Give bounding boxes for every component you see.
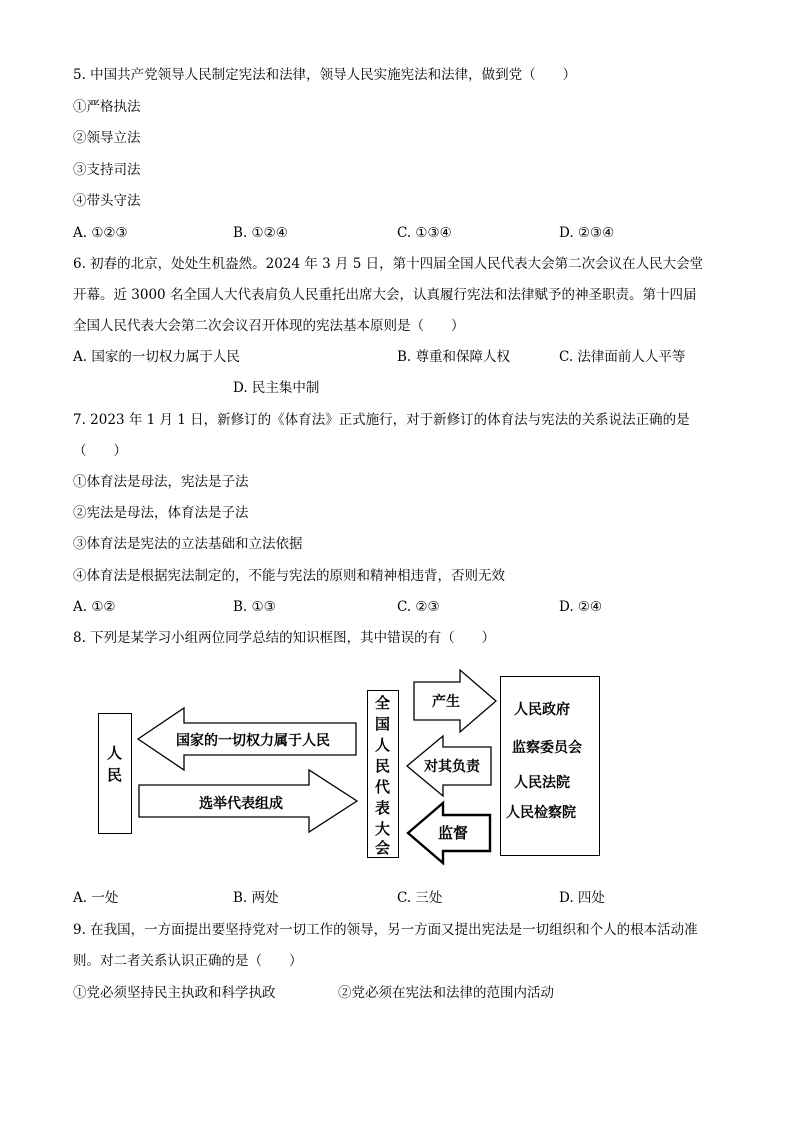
org-supervisory-commission: 监察委员会 [512, 740, 582, 756]
arrow-produce-label: 产生 [432, 694, 460, 710]
q5-option-a: A. ①②③ [73, 225, 128, 241]
npc-char-8: 会 [375, 839, 391, 857]
npc-char-5: 代 [375, 778, 391, 796]
q7-item-1: ①体育法是母法，宪法是子法 [73, 474, 249, 490]
npc-char-1: 全 [375, 694, 391, 712]
q7-option-a: A. ①② [73, 599, 116, 615]
npc-char-7: 大 [375, 820, 391, 838]
q6-option-a: A. 国家的一切权力属于人民 [73, 349, 240, 365]
q8-option-c: C. 三处 [397, 890, 443, 906]
arrow-responsible-label: 对其负责 [424, 759, 480, 775]
q8-option-a: A. 一处 [73, 890, 119, 906]
q6-stem-line-1: 6. 初春的北京，处处生机盎然。2024 年 3 月 5 日，第十四届全国人民代表大会第二次会议在人民大会堂 [73, 256, 704, 272]
npc-char-4: 民 [375, 757, 391, 775]
q9-item-2: ②党必须在宪法和法律的范围内活动 [338, 985, 554, 1001]
q7-stem-line-2: （ ） [73, 443, 127, 459]
npc-box [367, 690, 399, 858]
q7-option-d: D. ②④ [559, 599, 603, 615]
q7-item-3: ③体育法是宪法的立法基础和立法依据 [73, 536, 303, 552]
arrow-elect-label: 选举代表组成 [199, 796, 283, 812]
q6-option-c: C. 法律面前人人平等 [559, 349, 686, 365]
arrow-power-label: 国家的一切权力属于人民 [176, 733, 330, 749]
q6-stem-line-3: 全国人民代表大会第二次会议召开体现的宪法基本原则是（ ） [73, 318, 465, 334]
q5-item-2: ②领导立法 [73, 130, 141, 146]
q5-item-1: ①严格执法 [73, 99, 141, 115]
q6-stem-line-2: 开幕。近 3000 名全国人大代表肩负人民重托出席大会，认真履行宪法和法律赋予的神圣职责。第十四届 [73, 287, 697, 303]
q5-option-c: C. ①③④ [397, 225, 452, 241]
org-government: 人民政府 [514, 702, 570, 718]
q7-stem-line-1: 7. 2023 年 1 月 1 日，新修订的《体育法》正式施行，对于新修订的体育法与宪法的关系说法正确的是 [73, 412, 690, 428]
state-organs-box [500, 676, 600, 856]
q9-item-1: ①党必须坚持民主执政和科学执政 [73, 985, 276, 1001]
q9-stem-line-2: 则。对二者关系认识正确的是（ ） [73, 953, 303, 969]
people-box [98, 713, 132, 834]
org-court: 人民法院 [514, 775, 570, 791]
org-procuratorate: 人民检察院 [506, 805, 576, 821]
people-char-1: 人 [107, 744, 123, 762]
q5-item-4: ④带头守法 [73, 193, 141, 209]
npc-char-3: 人 [375, 736, 391, 754]
npc-char-6: 表 [375, 799, 391, 817]
q8-option-d: D. 四处 [559, 890, 605, 906]
people-char-2: 民 [107, 766, 123, 784]
q6-option-d: D. 民主集中制 [233, 380, 320, 396]
q5-stem: 5. 中国共产党领导人民制定宪法和法律，领导人民实施宪法和法律，做到党（ ） [73, 67, 577, 83]
q8-stem: 8. 下列是某学习小组两位同学总结的知识框图，其中错误的有（ ） [73, 630, 496, 646]
q9-stem-line-1: 9. 在我国，一方面提出要坚持党对一切工作的领导，另一方面又提出宪法是一切组织和个人的根本活动准 [73, 922, 698, 938]
q5-option-d: D. ②③④ [559, 225, 615, 241]
npc-char-2: 国 [375, 715, 391, 733]
q7-option-c: C. ②③ [397, 599, 440, 615]
q7-item-2: ②宪法是母法，体育法是子法 [73, 505, 249, 521]
q7-option-b: B. ①③ [233, 599, 276, 615]
q7-item-4: ④体育法是根据宪法制定的，不能与宪法的原则和精神相违背，否则无效 [73, 568, 505, 584]
q5-item-3: ③支持司法 [73, 162, 141, 178]
arrow-supervise-label: 监督 [438, 824, 469, 842]
q5-option-b: B. ①②④ [233, 225, 288, 241]
q8-option-b: B. 两处 [233, 890, 279, 906]
q6-option-b: B. 尊重和保障人权 [397, 349, 511, 365]
